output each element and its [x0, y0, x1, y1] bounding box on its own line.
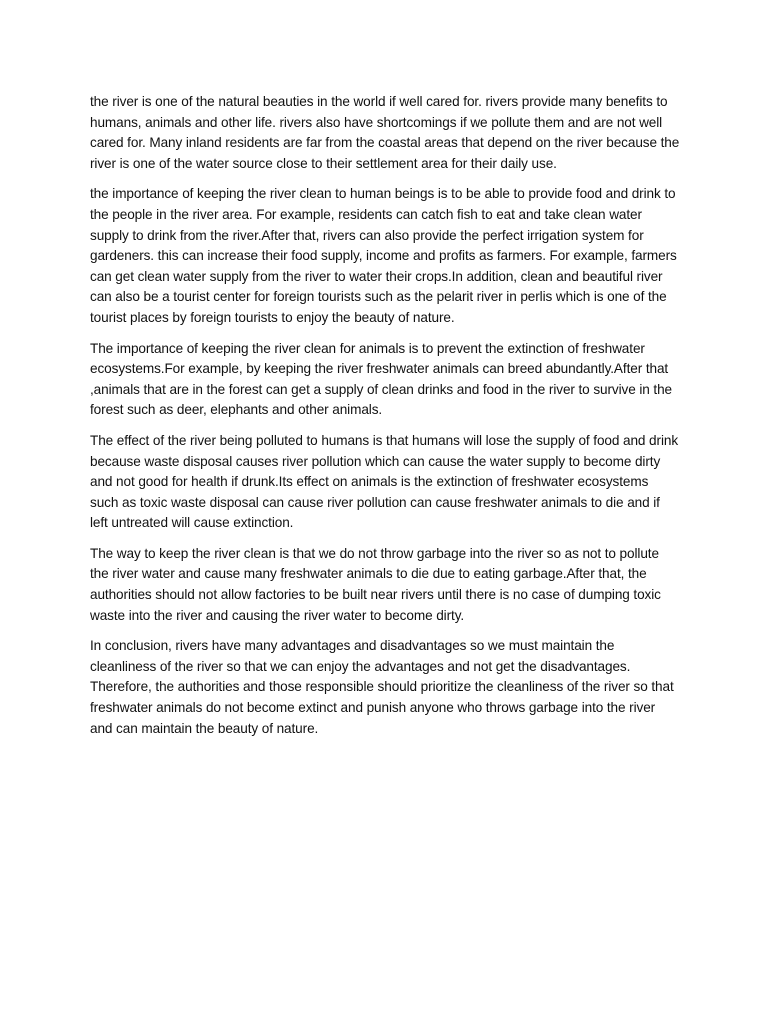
paragraph-importance-humans: the importance of keeping the river clean to human beings is to be able to provide food and drink to the people in the river area. For example, residents can catch fish to eat and take clean water supply to drink from the river.After that, rivers can also provide the perfect irrigation system for gardeners. this can increase their food supply, income and profits as farmers. For example, farmers can get clean water supply from the river to water their crops.In addition, clean and beautiful river can also be a tourist center for foreign tourists such as the pelarit river in perlis which is one of the tourist places by foreign tourists to enjoy the beauty of nature.	[90, 186, 677, 325]
paragraph-conclusion: In conclusion, rivers have many advantages and disadvantages so we must maintain the cleanliness of the river so that we can enjoy the advantages and not get the disadvantages. Therefore, the authorities and those responsible should prioritize the cleanliness of the river so that freshwater animals do not become extinct and punish anyone who throws garbage into the river and can maintain the beauty of nature.	[90, 638, 674, 736]
document-body	[90, 92, 680, 739]
paragraph-importance-animals: The importance of keeping the river clean for animals is to prevent the extinction of freshwater ecosystems.For example, by keeping the river freshwater animals can breed abundantly.After that ,animals that are in the forest can get a supply of clean drinks and food in the river to survive in the forest such as deer, elephants and other animals.	[90, 340, 673, 418]
paragraph-ways-to-keep-clean: The way to keep the river clean is that we do not throw garbage into the river so as not to pollute the river water and cause many freshwater animals to die due to eating garbage.After that, the authorities should not allow factories to be built near rivers until there is no case of dumping toxic waste into the river and causing the river water to become dirty.	[90, 545, 661, 623]
paragraph-pollution-effects: The effect of the river being polluted to humans is that humans will lose the supply of food and drink because waste disposal causes river pollution which can cause the water supply to become dirty and not good for health if drunk.Its effect on animals is the extinction of freshwater ecosystems such as toxic waste disposal can cause river pollution can cause freshwater animals to die and if left untreated will cause extinction.	[90, 432, 679, 531]
paragraph-introduction: the river is one of the natural beauties in the world if well cared for. rivers provide many benefits to humans, animals and other life. rivers also have shortcomings if we pollute them and are not well cared for. Many inland residents are far from the coastal areas that depend on the river because the river is one of the water source close to their settlement area for their daily use.	[90, 94, 680, 171]
